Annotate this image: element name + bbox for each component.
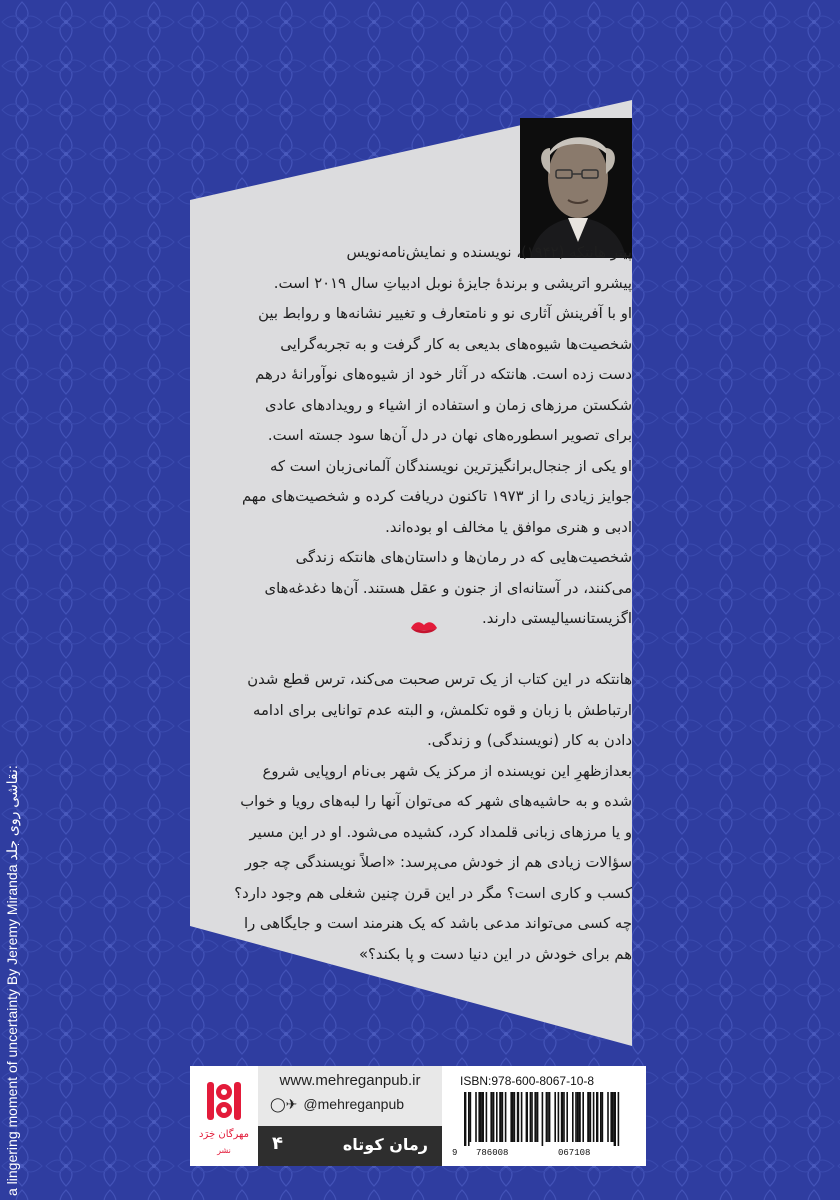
- publisher-name: مهرگان خِرَد: [199, 1129, 249, 1140]
- barcode-bar: [531, 1092, 533, 1142]
- description-line: شکستن مرزهای زمان و استفاده از اشیاء و رویدادهای عادی: [265, 396, 632, 414]
- barcode-bar: [537, 1092, 539, 1142]
- barcode-bar: [526, 1092, 528, 1142]
- barcode-bar: [563, 1092, 565, 1142]
- publisher-sub: نشر: [217, 1146, 231, 1155]
- description-line: شخصیت‌ها شیوه‌های بدیعی به کار گرفت و به تجربه‌گرایی: [280, 335, 632, 353]
- barcode-bar: [549, 1092, 551, 1142]
- barcode-bar: [464, 1092, 466, 1146]
- isbn-text: ISBN:978-600-8067-10-8: [460, 1074, 595, 1088]
- barcode-bar: [546, 1092, 548, 1142]
- barcode-bar: [558, 1092, 560, 1142]
- barcode-bar: [618, 1092, 620, 1146]
- barcode-image: [462, 1092, 638, 1146]
- barcode-area: [442, 1066, 646, 1166]
- barcode-bar: [602, 1092, 604, 1142]
- description-line: هانتکه در این کتاب از یک ترس صحبت می‌کند، ترس قطع شدن: [247, 671, 632, 688]
- description-line: پیتر هانتکه (۱۹۴۲)، نویسنده و نمایش‌نامه‌نویس: [346, 244, 632, 261]
- description-line: دست زده است. هانتکه در آثار خود از شیوه‌های نوآورانهٔ درهم: [255, 366, 632, 383]
- description-line: کسب و کاری است؟ مگر در این قرن چنین شغلی هم وجود دارد؟: [234, 884, 632, 902]
- barcode-bar: [593, 1092, 595, 1142]
- barcode-bar: [505, 1092, 507, 1142]
- social-handle-row[interactable]: [270, 1096, 404, 1113]
- series-badge: [258, 1126, 442, 1166]
- barcode-bar: [517, 1092, 519, 1142]
- barcode-bar: [468, 1092, 470, 1146]
- barcode-bar: [530, 1092, 532, 1142]
- series-number: ۴: [272, 1133, 283, 1154]
- barcode-bar: [470, 1092, 472, 1142]
- series-label: رمان کوتاه: [342, 1135, 428, 1154]
- barcode-bar: [499, 1092, 501, 1142]
- barcode-bar: [510, 1092, 512, 1142]
- barcode-bar: [480, 1092, 482, 1142]
- description-line: جوایز زیادی را از ۱۹۷۳ تاکنون دریافت کرده و شخصیت‌های مهم: [241, 488, 632, 505]
- barcode-bar: [578, 1092, 580, 1142]
- description-line: ادبی و هنری موافق یا مخالف او بوده‌اند.: [385, 518, 632, 536]
- barcode-bar: [493, 1092, 495, 1142]
- description-line: او یکی از جنجال‌برانگیزترین نویسندگان آلمانی‌زبان است که: [270, 457, 632, 475]
- barcode-bar: [610, 1092, 612, 1142]
- barcode-bar: [575, 1092, 577, 1142]
- description-line: هم برای خودش در این دنیا دست و پا بکند؟»: [358, 945, 632, 963]
- book-description: [224, 238, 632, 970]
- lips-ornament: [410, 620, 438, 636]
- barcode-bar: [566, 1092, 568, 1142]
- description-line: شخصیت‌هایی که در رمان‌ها و داستان‌های هانتکه زندگی: [295, 549, 632, 566]
- barcode-bar: [596, 1092, 598, 1142]
- barcode-bar: [514, 1092, 516, 1142]
- publisher-footer: [190, 1066, 646, 1166]
- barcode-bar: [512, 1092, 514, 1142]
- description-line: می‌کنند، در آستانه‌ای از جنون و عقل هستند. آن‌ها دغدغه‌های: [264, 579, 632, 597]
- barcode-bar: [614, 1092, 616, 1146]
- barcode-bar: [547, 1092, 549, 1142]
- barcode-bar: [490, 1092, 492, 1142]
- barcode-bar: [502, 1092, 504, 1142]
- barcode-bar: [577, 1092, 579, 1142]
- social-icons: ◯✈: [270, 1096, 298, 1112]
- barcode-bar: [475, 1092, 477, 1142]
- description-line: برای تصویر اسطوره‌های نهان در دل آن‌ها سود جسته است.: [267, 427, 632, 444]
- barcode-bar: [478, 1092, 480, 1142]
- barcode-digits-left: 786008: [476, 1148, 509, 1158]
- credit-persian: نقاشی روی جلد:: [4, 765, 20, 861]
- barcode-bar: [587, 1092, 589, 1142]
- cover-art-credit: [4, 757, 21, 1196]
- barcode-digit-lead: 9: [452, 1148, 458, 1158]
- description-line: او با آفرینش آثاری نو و نامتعارف و تغییر نشانه‌ها و روابط بین: [258, 305, 632, 322]
- barcode-bar: [554, 1092, 556, 1142]
- description-line: شده و به حاشیه‌های شهر که می‌توان آنها را لبه‌های رویا و خواب: [240, 793, 632, 810]
- barcode-bar: [612, 1092, 614, 1142]
- credit-english: a lingering moment of uncertainty By Jeremy Miranda: [4, 864, 20, 1196]
- barcode-bar: [590, 1092, 592, 1142]
- description-line: دادن به کار (نویسندگی) و زندگی.: [427, 732, 632, 749]
- social-handle: @mehreganpub: [303, 1096, 405, 1112]
- description-line: چه کسی می‌تواند مدعی باشد که یک هنرمند است و جایگاهی را: [243, 915, 632, 932]
- publisher-logo-icon: [204, 1076, 244, 1126]
- barcode-digits-right: 067108: [558, 1148, 591, 1158]
- barcode-bar: [582, 1092, 584, 1142]
- barcode-bar: [542, 1092, 544, 1146]
- barcode-bar: [572, 1092, 574, 1142]
- barcode-bar: [496, 1092, 498, 1142]
- barcode-bar: [607, 1092, 609, 1142]
- barcode-bar: [521, 1092, 523, 1142]
- description-line: سؤالات زیادی هم از خودش می‌پرسد: «اصلاً نویسندگی چه جور: [244, 854, 632, 871]
- barcode-bar: [482, 1092, 484, 1142]
- barcode-bar: [534, 1092, 536, 1142]
- description-line: پیشرو اتریشی و برندهٔ جایزهٔ نوبل ادبیاتِ سال ۲۰۱۹ است.: [273, 274, 632, 292]
- barcode-bar: [486, 1092, 488, 1142]
- description-line: [224, 635, 632, 666]
- barcode-bar: [600, 1092, 602, 1142]
- description-line: اگزیستانسیالیستی دارند.: [481, 610, 632, 627]
- author-portrait: [520, 118, 632, 258]
- barcode-bar: [561, 1092, 563, 1142]
- publisher-logo: [190, 1066, 259, 1166]
- description-line: و یا مرزهای زبانی قلمداد کرد، کشیده می‌شود. او در این مسیر: [249, 823, 632, 841]
- description-line: بعدازظهرِ این نویسنده از مرکز یک شهر بی‌نام اروپایی شروع: [262, 762, 632, 780]
- contact-box: [258, 1066, 442, 1126]
- website-link[interactable]: www.mehreganpub.ir: [279, 1072, 421, 1089]
- description-line: ارتباطش با زبان و قوه تکلمش، و البته عدم توانایی برای ادامه: [253, 701, 632, 719]
